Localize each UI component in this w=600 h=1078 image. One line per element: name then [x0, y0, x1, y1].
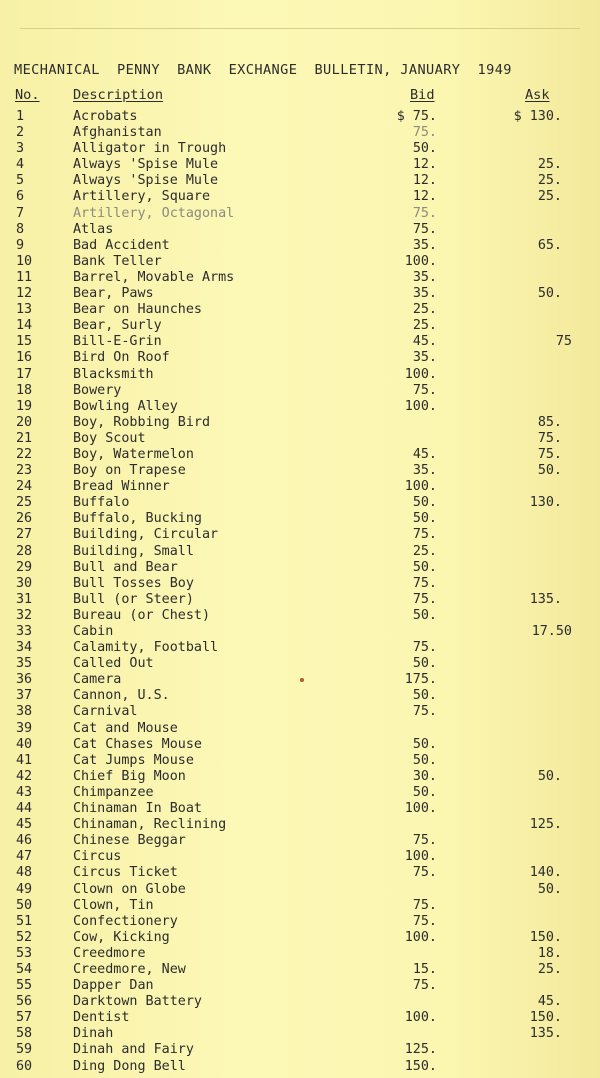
- item-number: 4: [16, 157, 25, 173]
- bid-price: 15.: [412, 961, 437, 977]
- item-number: 13: [16, 302, 33, 318]
- item-description: Bureau (or Chest): [73, 607, 211, 623]
- item-number: 30: [16, 575, 33, 591]
- item-number: 22: [16, 446, 33, 462]
- item-description: Bear, Surly: [73, 318, 162, 334]
- bid-price: 50.: [412, 141, 437, 157]
- item-description: Bull and Bear: [73, 559, 178, 575]
- bid-price: 100.: [404, 1010, 437, 1026]
- item-number: 52: [16, 929, 33, 945]
- table-row: [0, 753, 600, 769]
- table-row: [0, 463, 600, 479]
- table-row: [0, 302, 600, 318]
- table-row: [0, 785, 600, 801]
- item-number: 33: [16, 624, 33, 639]
- item-number: 41: [16, 752, 33, 768]
- bid-price: 50.: [412, 688, 437, 704]
- item-number: 43: [16, 784, 33, 800]
- table-row: [0, 576, 600, 592]
- item-number: 44: [16, 801, 33, 817]
- table-row: [0, 721, 600, 737]
- item-number: 45: [16, 817, 33, 833]
- bulletin-title: MECHANICAL PENNY BANK EXCHANGE BULLETIN, JANUARY 1949: [14, 62, 512, 78]
- item-number: 1: [16, 109, 25, 124]
- bid-price: 100.: [404, 366, 437, 382]
- table-row: [0, 334, 600, 350]
- bid-price: 50.: [412, 784, 437, 800]
- bid-price: 45.: [412, 334, 437, 350]
- table-row: [0, 286, 600, 302]
- bid-price: 30.: [412, 768, 437, 784]
- table-row: [0, 399, 600, 415]
- bid-price: 100.: [404, 929, 437, 945]
- table-row: [0, 865, 600, 881]
- item-number: 50: [16, 897, 33, 913]
- table-row: [0, 882, 600, 898]
- table-row: [0, 833, 600, 849]
- table-row: [0, 447, 600, 463]
- bid-price: 150.: [404, 1058, 437, 1074]
- item-description: Cannon, U.S.: [73, 688, 170, 704]
- bid-price: 12.: [412, 173, 437, 189]
- item-description: Dinah: [73, 1026, 114, 1042]
- item-number: 54: [16, 961, 33, 977]
- ask-price: $ 130.: [513, 109, 562, 124]
- bid-price: 75.: [412, 125, 437, 141]
- item-description: Camera: [73, 672, 122, 688]
- item-number: 20: [16, 414, 33, 430]
- table-row: [0, 704, 600, 720]
- bid-price: 50.: [412, 511, 437, 527]
- table-row: [0, 495, 600, 511]
- table-row: [0, 962, 600, 978]
- item-description: Carnival: [73, 704, 138, 720]
- item-number: 16: [16, 350, 33, 366]
- item-description: Dapper Dan: [73, 978, 154, 994]
- item-description: Always 'Spise Mule: [73, 157, 219, 173]
- table-row: [0, 801, 600, 817]
- table-row: [0, 511, 600, 527]
- table-row: [0, 592, 600, 608]
- table-row: [0, 1059, 600, 1075]
- table-row: [0, 206, 600, 222]
- item-number: 14: [16, 318, 33, 334]
- item-description: Darktown Battery: [73, 994, 202, 1010]
- bid-price: 35.: [412, 286, 437, 302]
- table-row: [0, 656, 600, 672]
- table-row: [0, 946, 600, 962]
- bid-price: 35.: [412, 350, 437, 366]
- table-row: [0, 318, 600, 334]
- ask-price: 75.: [537, 446, 562, 462]
- ask-price: 135.: [529, 591, 562, 607]
- bid-price: 75.: [412, 865, 437, 881]
- ask-price: 25.: [537, 157, 562, 173]
- ask-price: 25.: [537, 961, 562, 977]
- item-description: Afghanistan: [73, 125, 162, 141]
- bid-price: 100.: [404, 398, 437, 414]
- item-description: Boy, Watermelon: [73, 446, 194, 462]
- ask-price: 130.: [529, 495, 562, 511]
- bid-price: 100.: [404, 801, 437, 817]
- item-description: Bill-E-Grin: [73, 334, 162, 350]
- item-number: 35: [16, 656, 33, 672]
- item-description: Bowery: [73, 382, 122, 398]
- item-number: 36: [16, 672, 33, 688]
- table-row: [0, 479, 600, 495]
- item-number: 23: [16, 463, 33, 479]
- item-description: Creedmore: [73, 945, 146, 961]
- item-number: 27: [16, 527, 33, 543]
- table-row: [0, 141, 600, 157]
- item-number: 5: [16, 173, 25, 189]
- header-bid: Bid: [410, 87, 435, 103]
- item-number: 29: [16, 559, 33, 575]
- ask-price: 50.: [537, 881, 562, 897]
- bid-price: 35.: [412, 237, 437, 253]
- item-description: Dentist: [73, 1010, 130, 1026]
- table-row: [0, 157, 600, 173]
- bid-price: 25.: [412, 302, 437, 318]
- bid-price: 75.: [412, 640, 437, 656]
- ask-price: 17.50: [531, 624, 572, 639]
- ask-price: 65.: [537, 237, 562, 253]
- ask-price: 75: [555, 334, 572, 350]
- item-number: 32: [16, 607, 33, 623]
- ask-price: 18.: [537, 945, 562, 961]
- item-description: Boy Scout: [73, 430, 146, 446]
- item-description: Atlas: [73, 221, 114, 237]
- bid-price: 75.: [412, 897, 437, 913]
- item-description: Bull Tosses Boy: [73, 575, 194, 591]
- table-row: [0, 898, 600, 914]
- item-number: 24: [16, 479, 33, 495]
- ask-price: 50.: [537, 768, 562, 784]
- bid-price: 75.: [412, 978, 437, 994]
- item-number: 55: [16, 978, 33, 994]
- bid-price: 75.: [412, 205, 437, 221]
- item-number: 58: [16, 1026, 33, 1042]
- table-row: [0, 640, 600, 656]
- bid-price: 12.: [412, 157, 437, 173]
- item-description: Confectionery: [73, 913, 178, 929]
- item-description: Ding Dong Bell: [73, 1058, 186, 1074]
- ask-price: 25.: [537, 189, 562, 205]
- item-number: 15: [16, 334, 33, 350]
- ask-price: 150.: [529, 929, 562, 945]
- item-description: Building, Circular: [73, 527, 219, 543]
- bid-price: 25.: [412, 543, 437, 559]
- table-row: [0, 914, 600, 930]
- table-row: [0, 1026, 600, 1042]
- table-row: [0, 817, 600, 833]
- table-row: [0, 189, 600, 205]
- item-number: 3: [16, 141, 25, 157]
- bid-price: 75.: [412, 591, 437, 607]
- table-row: [0, 849, 600, 865]
- table-row: [0, 1010, 600, 1026]
- item-description: Acrobats: [73, 109, 138, 124]
- item-number: 60: [16, 1058, 33, 1074]
- item-number: 26: [16, 511, 33, 527]
- item-number: 19: [16, 398, 33, 414]
- item-description: Circus Ticket: [73, 865, 178, 881]
- bid-price: 75.: [412, 382, 437, 398]
- bid-price: 50.: [412, 559, 437, 575]
- table-row: [0, 109, 600, 125]
- table-row: [0, 624, 600, 640]
- item-number: 28: [16, 543, 33, 559]
- bid-price: 75.: [412, 704, 437, 720]
- item-number: 18: [16, 382, 33, 398]
- ask-price: 45.: [537, 994, 562, 1010]
- item-number: 21: [16, 430, 33, 446]
- item-number: 25: [16, 495, 33, 511]
- table-row: [0, 173, 600, 189]
- table-row: [0, 350, 600, 366]
- ask-price: 140.: [529, 865, 562, 881]
- table-row: [0, 930, 600, 946]
- item-description: Calamity, Football: [73, 640, 219, 656]
- item-description: Buffalo: [73, 495, 130, 511]
- item-description: Clown, Tin: [73, 897, 154, 913]
- item-number: 34: [16, 640, 33, 656]
- bid-price: 175.: [404, 672, 437, 688]
- table-row: [0, 978, 600, 994]
- bid-price: $ 75.: [396, 109, 437, 124]
- table-row: [0, 560, 600, 576]
- bid-price: 125.: [404, 1042, 437, 1058]
- table-row: [0, 527, 600, 543]
- paper-fold-line: [20, 28, 580, 29]
- item-number: 37: [16, 688, 33, 704]
- item-number: 8: [16, 221, 25, 237]
- item-description: Artillery, Square: [73, 189, 211, 205]
- item-number: 7: [16, 205, 25, 221]
- item-description: Barrel, Movable Arms: [73, 269, 235, 285]
- item-description: Boy, Robbing Bird: [73, 414, 211, 430]
- item-number: 56: [16, 994, 33, 1010]
- table-row: [0, 367, 600, 383]
- item-description: Chinaman In Boat: [73, 801, 202, 817]
- item-description: Building, Small: [73, 543, 194, 559]
- item-description: Called Out: [73, 656, 154, 672]
- item-number: 49: [16, 881, 33, 897]
- item-number: 53: [16, 945, 33, 961]
- item-description: Bull (or Steer): [73, 591, 194, 607]
- item-description: Bear on Haunches: [73, 302, 202, 318]
- bid-price: 50.: [412, 495, 437, 511]
- table-row: [0, 737, 600, 753]
- item-description: Clown on Globe: [73, 881, 186, 897]
- item-number: 6: [16, 189, 25, 205]
- header-description: Description: [73, 87, 164, 103]
- item-number: 57: [16, 1010, 33, 1026]
- bid-price: 25.: [412, 318, 437, 334]
- ask-price: 150.: [529, 1010, 562, 1026]
- bid-price: 100.: [404, 479, 437, 495]
- item-description: Bird On Roof: [73, 350, 170, 366]
- item-description: Bear, Paws: [73, 286, 154, 302]
- table-row: [0, 238, 600, 254]
- table-row: [0, 222, 600, 238]
- item-number: 47: [16, 849, 33, 865]
- table-row: [0, 994, 600, 1010]
- item-description: Alligator in Trough: [73, 141, 227, 157]
- header-no: No.: [15, 87, 40, 103]
- table-row: [0, 125, 600, 141]
- item-description: Blacksmith: [73, 366, 154, 382]
- bid-price: 50.: [412, 752, 437, 768]
- item-number: 46: [16, 833, 33, 849]
- item-number: 40: [16, 736, 33, 752]
- price-table: [0, 109, 600, 1075]
- item-description: Boy on Trapese: [73, 463, 186, 479]
- item-description: Chinese Beggar: [73, 833, 186, 849]
- table-row: [0, 672, 600, 688]
- bid-price: 75.: [412, 575, 437, 591]
- ask-price: 50.: [537, 463, 562, 479]
- ask-price: 75.: [537, 430, 562, 446]
- table-row: [0, 1042, 600, 1058]
- bid-price: 45.: [412, 446, 437, 462]
- table-row: [0, 688, 600, 704]
- item-description: Chinaman, Reclining: [73, 817, 227, 833]
- item-description: Always 'Spise Mule: [73, 173, 219, 189]
- item-number: 51: [16, 913, 33, 929]
- ask-price: 135.: [529, 1026, 562, 1042]
- item-number: 39: [16, 720, 33, 736]
- item-number: 11: [16, 269, 33, 285]
- item-description: Chimpanzee: [73, 784, 154, 800]
- item-description: Cat and Mouse: [73, 720, 178, 736]
- bid-price: 50.: [412, 607, 437, 623]
- item-description: Artillery, Octagonal: [73, 205, 235, 221]
- bid-price: 75.: [412, 527, 437, 543]
- item-number: 38: [16, 704, 33, 720]
- bid-price: 75.: [412, 833, 437, 849]
- table-row: [0, 608, 600, 624]
- bid-price: 12.: [412, 189, 437, 205]
- header-ask: Ask: [525, 87, 550, 103]
- bid-price: 35.: [412, 269, 437, 285]
- table-row: [0, 431, 600, 447]
- bid-price: 50.: [412, 656, 437, 672]
- item-number: 9: [16, 237, 25, 253]
- bid-price: 35.: [412, 463, 437, 479]
- bid-price: 75.: [412, 913, 437, 929]
- item-description: Chief Big Moon: [73, 768, 186, 784]
- item-description: Bread Winner: [73, 479, 170, 495]
- item-number: 12: [16, 286, 33, 302]
- ask-price: 125.: [529, 817, 562, 833]
- ask-price: 50.: [537, 286, 562, 302]
- item-number: 2: [16, 125, 25, 141]
- table-row: [0, 769, 600, 785]
- item-description: Cat Chases Mouse: [73, 736, 202, 752]
- item-number: 10: [16, 253, 33, 269]
- item-number: 17: [16, 366, 33, 382]
- item-description: Circus: [73, 849, 122, 865]
- bid-price: 100.: [404, 253, 437, 269]
- item-number: 42: [16, 768, 33, 784]
- item-description: Bowling Alley: [73, 398, 178, 414]
- table-row: [0, 415, 600, 431]
- bid-price: 50.: [412, 736, 437, 752]
- item-description: Cabin: [73, 624, 114, 639]
- item-description: Creedmore, New: [73, 961, 186, 977]
- item-number: 31: [16, 591, 33, 607]
- item-number: 48: [16, 865, 33, 881]
- bid-price: 75.: [412, 221, 437, 237]
- item-description: Cow, Kicking: [73, 929, 170, 945]
- item-description: Bank Teller: [73, 253, 162, 269]
- item-description: Dinah and Fairy: [73, 1042, 194, 1058]
- ask-price: 25.: [537, 173, 562, 189]
- ask-price: 85.: [537, 414, 562, 430]
- bid-price: 100.: [404, 849, 437, 865]
- table-row: [0, 270, 600, 286]
- item-number: 59: [16, 1042, 33, 1058]
- item-description: Buffalo, Bucking: [73, 511, 202, 527]
- item-description: Bad Accident: [73, 237, 170, 253]
- table-row: [0, 383, 600, 399]
- table-row: [0, 254, 600, 270]
- table-row: [0, 544, 600, 560]
- item-description: Cat Jumps Mouse: [73, 752, 194, 768]
